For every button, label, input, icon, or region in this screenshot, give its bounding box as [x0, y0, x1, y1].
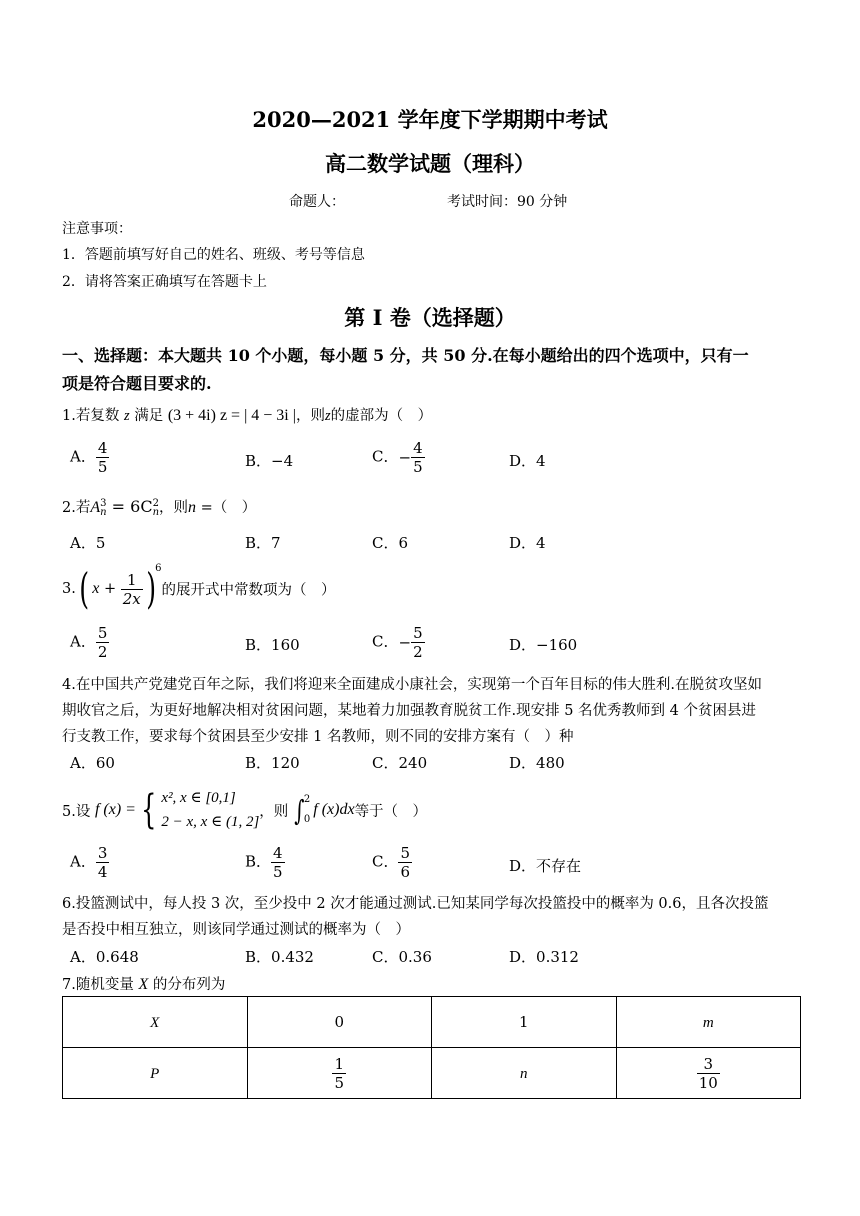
minus-sign: −: [398, 448, 412, 467]
q3-x: x: [92, 580, 100, 597]
denominator: 2: [97, 643, 108, 661]
q1-mid: 满足: [134, 408, 164, 424]
q1-expr: (3 + 4i) z = | 4 − 3i |: [167, 407, 296, 424]
left-brace-icon: {: [141, 787, 157, 833]
q3-option-c[interactable]: [372, 624, 425, 661]
question-1: [62, 404, 432, 425]
option-label: C．: [372, 447, 399, 466]
option-label: A．: [70, 632, 96, 651]
table-cell: [432, 1048, 617, 1099]
q2-option-b[interactable]: B．7: [245, 534, 281, 552]
table-cell: [247, 1048, 432, 1099]
q4-option-b[interactable]: B．120: [245, 754, 300, 772]
integral-lower: 0: [303, 814, 311, 825]
q5-case-2: 2 − x, x ∈ (1, 2]: [161, 814, 260, 830]
q2-var: n: [188, 499, 197, 516]
q1-option-c[interactable]: [372, 439, 425, 476]
numerator: 5: [97, 624, 108, 642]
option-label: B．: [245, 852, 272, 871]
numerator: 3: [703, 1054, 714, 1073]
table-cell: [432, 997, 617, 1048]
denominator: 6: [400, 863, 411, 881]
denominator: 5: [273, 863, 283, 881]
table-cell: [63, 1048, 248, 1099]
q3-power: 6: [155, 563, 162, 574]
section-title: 第 I 卷（选择题）: [344, 305, 516, 330]
numerator: 4: [273, 844, 283, 862]
option-label: C．: [372, 852, 399, 871]
denominator: 5: [334, 1073, 345, 1092]
q2-prefix: 2.若: [62, 500, 91, 516]
left-paren-icon: (: [79, 564, 89, 613]
numerator: 4: [97, 439, 108, 457]
q2-a-symbol: A: [90, 499, 101, 516]
option-label: C．: [372, 632, 399, 651]
q1-option-a[interactable]: [70, 439, 109, 476]
integral-upper: 2: [303, 794, 311, 805]
q2-suffix2: =（ ）: [196, 500, 257, 516]
q5-option-b[interactable]: [245, 844, 285, 881]
numerator: 1: [126, 570, 137, 589]
q5-case-1: x², x ∈ [0,1]: [161, 790, 236, 806]
q3-prefix: 3.: [62, 581, 76, 597]
note-item-1: 1．答题前填写好自己的姓名、班级、考号等信息: [62, 247, 365, 263]
exam-subtitle: 高二数学试题（理科）: [325, 151, 535, 176]
question-4-line-2: 期收官之后，为更好地解决相对贫困问题，某地着力加强教育脱贫工作.现安排 5 名优秀教师到 4 个贫困县进: [62, 703, 756, 719]
option-label: A．: [70, 447, 96, 466]
cell-text: m: [702, 1014, 714, 1031]
q3-option-b[interactable]: B．160: [245, 636, 300, 654]
distribution-table: [62, 996, 801, 1099]
q5-option-d[interactable]: D．不存在: [509, 857, 582, 875]
fraction: [96, 439, 110, 476]
q5-mid: ，则: [259, 803, 289, 820]
q3-fraction: [121, 571, 143, 608]
table-cell: [616, 1048, 801, 1099]
q3-suffix: 的展开式中常数项为（ ）: [161, 582, 336, 599]
question-6-line-1: 6.投篮测试中，每人投 3 次，至少投中 2 次才能通过测试.已知某同学每次投篮投中的概率为 0.6，且各次投篮: [62, 896, 769, 912]
denominator: 5: [413, 458, 423, 476]
q4-option-a[interactable]: A．60: [70, 754, 115, 772]
q7-prefix: 7.随机变量: [62, 977, 134, 993]
exam-title: 2020—2021 学年度下学期期中考试: [252, 107, 608, 132]
q1-suffix2: 的虚部为（ ）: [330, 408, 433, 424]
q2-option-d[interactable]: D．4: [509, 534, 546, 552]
cell-text: n: [520, 1065, 528, 1082]
q5-fx: f (x) =: [94, 801, 136, 818]
notes-heading: 注意事项：: [62, 221, 132, 237]
numerator: 1: [334, 1054, 345, 1073]
cell-text: 0: [334, 1013, 345, 1031]
table-row: [63, 1048, 801, 1099]
denominator: 10: [698, 1073, 718, 1092]
numerator: 3: [97, 844, 108, 862]
q1-suffix: ，则: [295, 408, 325, 424]
question-2: [62, 496, 256, 517]
numerator: 4: [413, 439, 423, 457]
q2-option-c[interactable]: C．6: [372, 534, 409, 552]
q5-option-c[interactable]: [372, 844, 412, 881]
fraction: [411, 624, 425, 661]
q3-option-d[interactable]: D．−160: [509, 636, 578, 654]
fraction: [271, 844, 285, 881]
numerator: 5: [413, 624, 423, 642]
fraction: [96, 624, 110, 661]
q2-c-sub: n: [152, 507, 160, 518]
q4-option-d[interactable]: D．480: [509, 754, 565, 772]
q2-eq: = 6C: [106, 497, 153, 516]
table-cell: [63, 997, 248, 1048]
q2-a-sup: 3: [100, 498, 107, 509]
right-paren-icon: ): [146, 564, 156, 613]
integral-icon: ∫: [294, 793, 305, 827]
denominator: 2x: [122, 589, 141, 608]
q5-prefix: 5.设: [62, 803, 91, 820]
fraction: [398, 844, 412, 881]
q1-option-d[interactable]: D．4: [509, 452, 546, 470]
denominator: 2: [413, 643, 423, 661]
cell-text: X: [150, 1014, 160, 1031]
question-6-line-2: 是否投中相互独立，则该同学通过测试的概率为（ ）: [62, 922, 410, 938]
q5-suffix: 等于（ ）: [354, 803, 428, 820]
question-7: [62, 973, 225, 994]
question-3: [62, 563, 336, 613]
denominator: 5: [97, 458, 108, 476]
q5-option-a[interactable]: [70, 844, 109, 881]
table-row: [63, 997, 801, 1048]
q3-option-a[interactable]: [70, 624, 109, 661]
q7-var: X: [138, 976, 149, 993]
q2-option-a[interactable]: A．5: [70, 534, 106, 552]
denominator: 4: [97, 863, 108, 881]
q1-option-b[interactable]: B．−4: [245, 452, 294, 470]
note-item-2: 2．请将答案正确填写在答题卡上: [62, 274, 267, 290]
q2-c-sup: 2: [152, 498, 159, 509]
q7-suffix: 的分布列为: [152, 977, 226, 993]
q1-prefix: 1.若复数: [62, 408, 120, 424]
fraction: [332, 1055, 346, 1092]
q1-var-2: z: [324, 408, 331, 424]
q3-plus: +: [99, 581, 121, 597]
q6-option-a[interactable]: A．0.648: [70, 948, 139, 966]
q6-option-c[interactable]: C．0.36: [372, 948, 432, 966]
q1-var: z: [123, 408, 130, 424]
question-5: [62, 785, 427, 835]
q6-option-d[interactable]: D．0.312: [509, 948, 579, 966]
table-cell: [247, 997, 432, 1048]
cell-text: P: [150, 1065, 160, 1082]
option-label: A．: [70, 852, 96, 871]
cell-text: 1: [518, 1013, 529, 1031]
fraction: [96, 844, 110, 881]
question-4-line-1: 4.在中国共产党建党百年之际，我们将迎来全面建成小康社会，实现第一个百年目标的伟大胜利.在脱贫攻坚如: [62, 677, 762, 693]
numerator: 5: [400, 844, 411, 862]
q5-integrand: f (x)dx: [313, 801, 355, 818]
fraction: [411, 439, 425, 476]
question-4-line-3: 行支教工作，要求每个贫困县至少安排 1 名教师，则不同的安排方案有（ ）种: [62, 729, 574, 745]
author-label: 命题人：: [289, 194, 345, 210]
section-instructions-2: 项是符合题目要求的.: [62, 374, 212, 393]
section-instructions-1: 一、选择题：本大题共 10 个小题，每小题 5 分，共 50 分.在每小题给出的四个选项中，只有一: [62, 346, 749, 365]
minus-sign: −: [398, 633, 412, 652]
fraction: [697, 1055, 720, 1092]
q2-a-sub: n: [100, 507, 107, 518]
q4-option-c[interactable]: C．240: [372, 754, 428, 772]
q2-suffix: ，则: [159, 500, 189, 516]
exam-time: 考试时间：90 分钟: [447, 194, 568, 210]
table-cell: [616, 997, 801, 1048]
q6-option-b[interactable]: B．0.432: [245, 948, 314, 966]
